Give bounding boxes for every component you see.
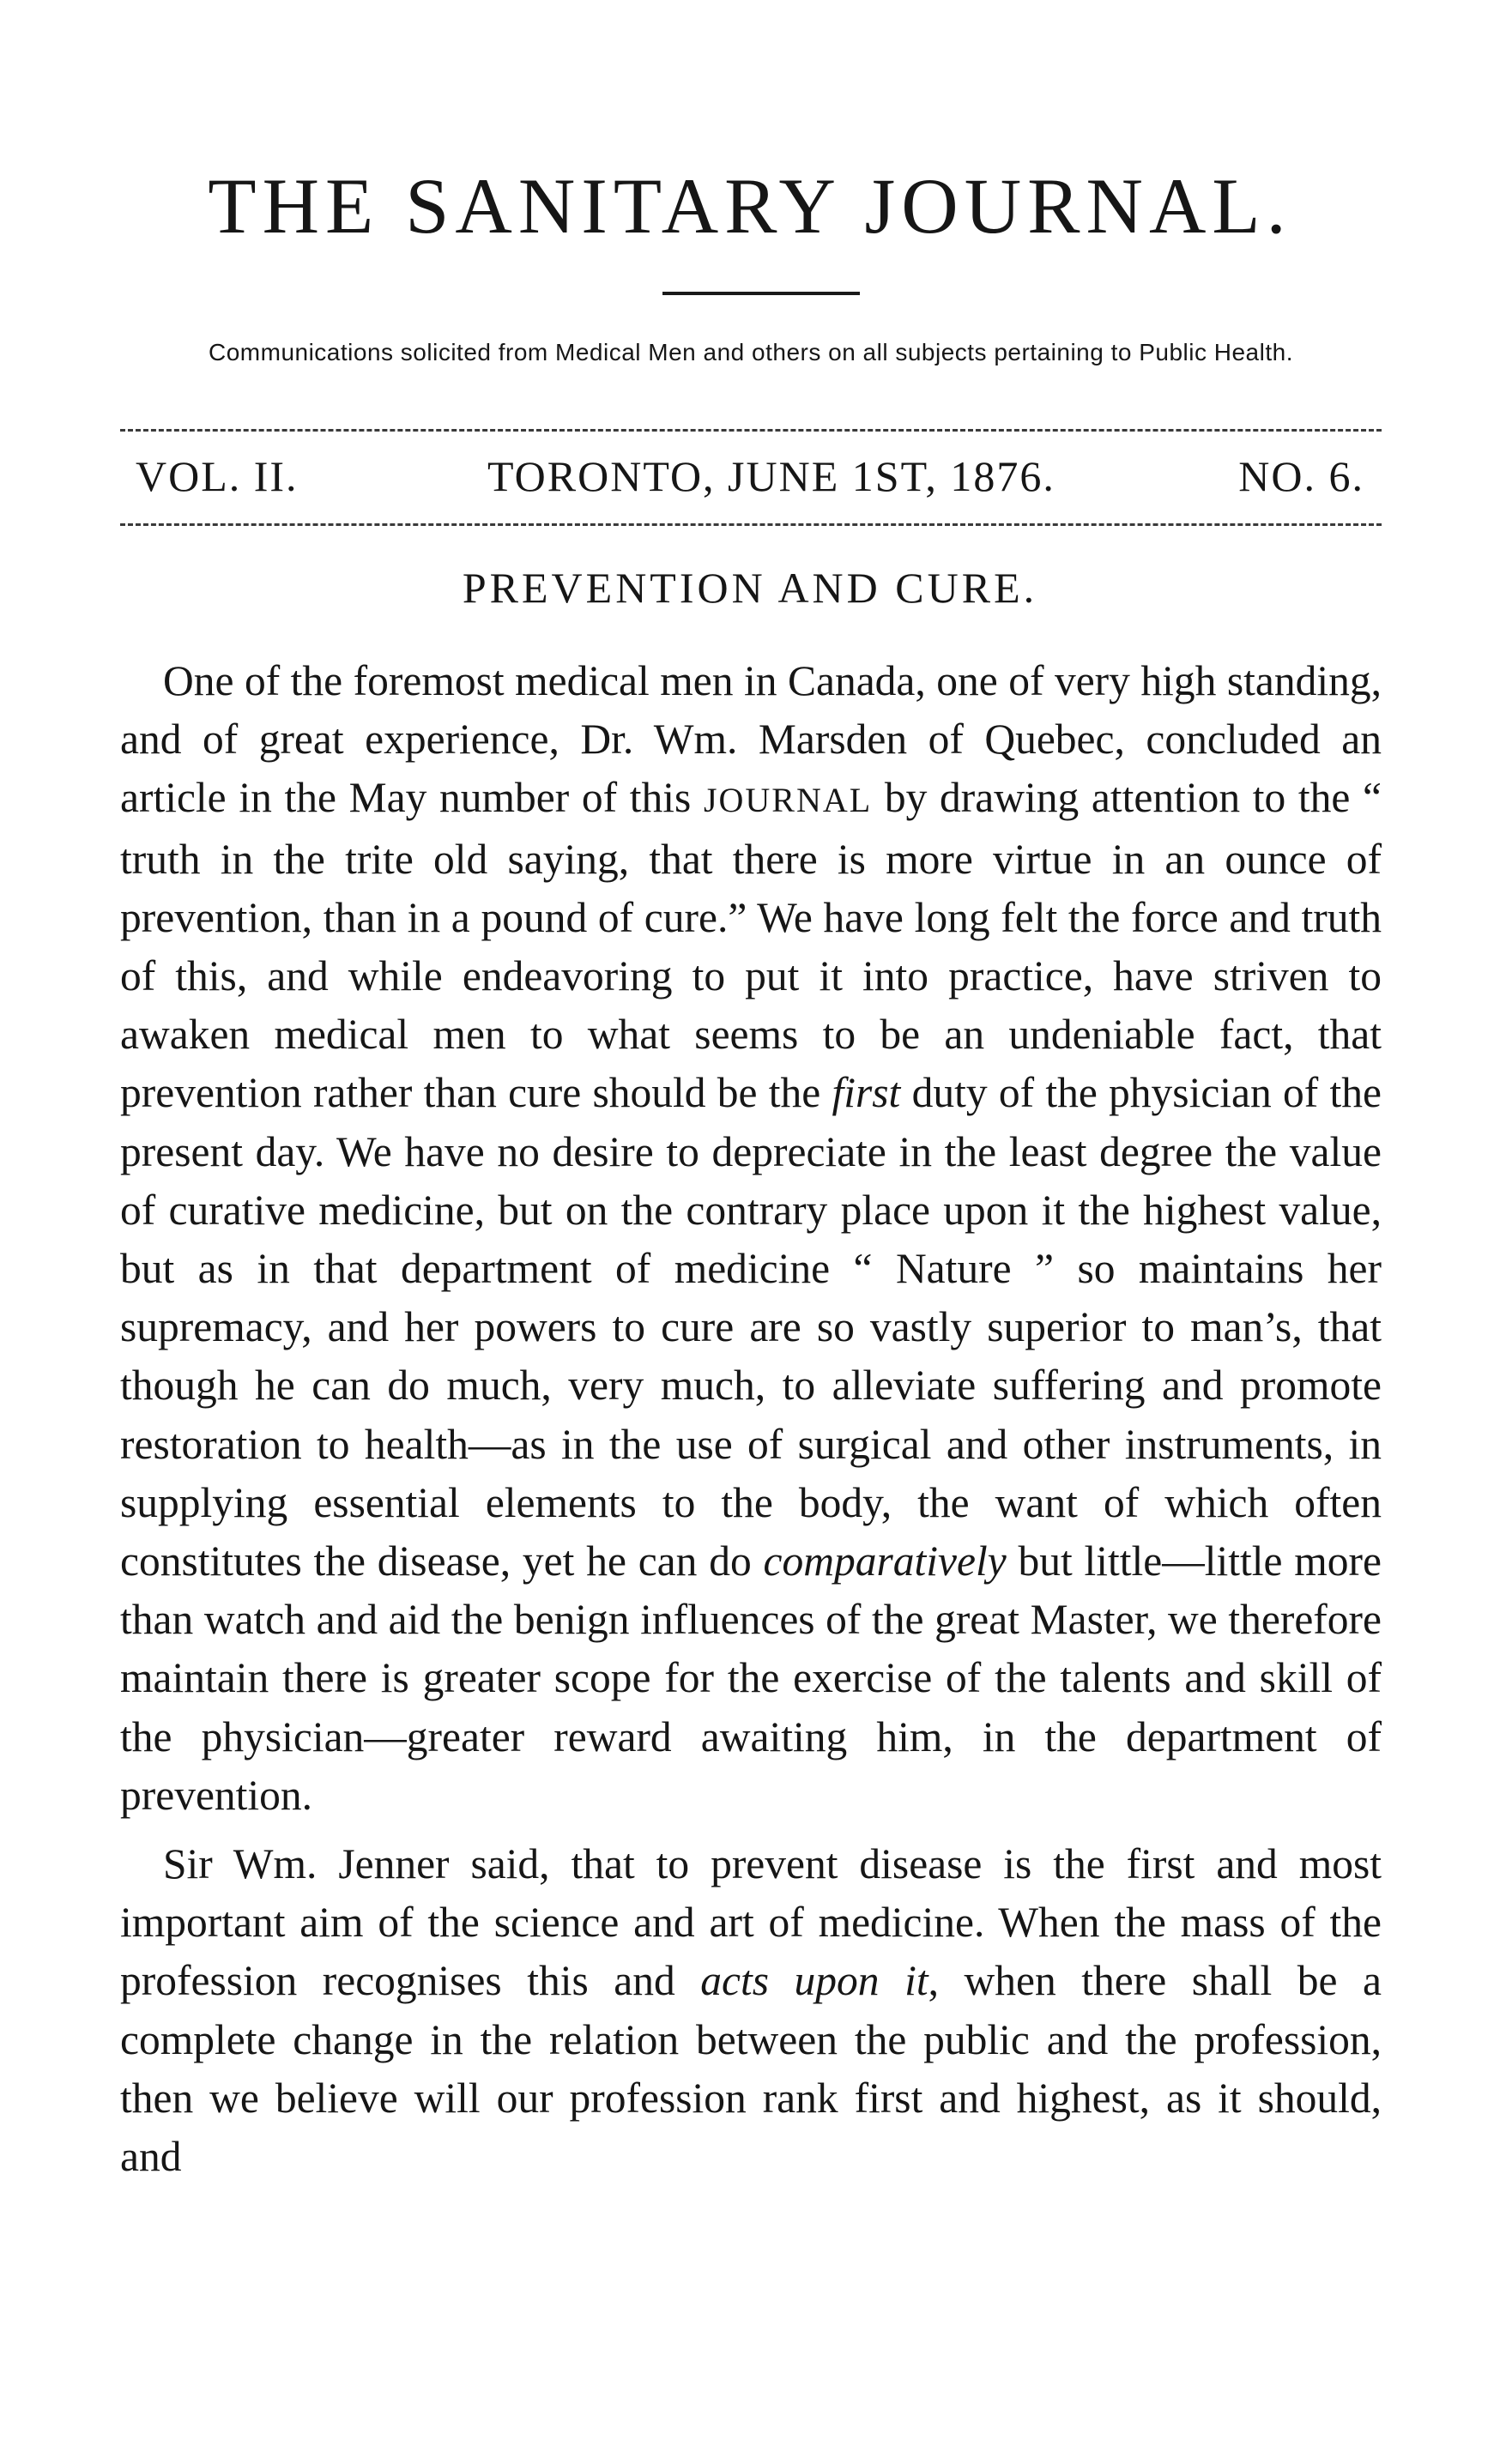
volume-label: VOL. II. <box>136 452 299 500</box>
paragraph-1-text-d: but little—little more than watch and aid the benign influences of the great Master, we therefore maintain there is greater scope for the exercise of the talents and skill of the physician—greater reward awaiting him, in the department of prevention. <box>120 1537 1382 1819</box>
emphasis-comparatively: comparatively <box>763 1537 1007 1585</box>
paragraph-2-text-a: Sir Wm. Jenner said, that to prevent disease is the first and most important aim of the science and art of medicine. When the mass of the profession recognises this and <box>120 1840 1382 2005</box>
issue-number: NO. 6. <box>1238 452 1364 500</box>
paragraph-1-text-c: duty of the physician of the present day. We have no desire to depreciate in the least degree the value of curative medicine, but on the contrary place upon it the highest value, but as in that department of medicine “ Nature ” so maintains her supremacy, and her powers to cure are so vastly superior to man’s, that though he can do much, very much, to alleviate suffering and promote restoration to health—as in the use of surgical and other instruments, in supplying essential elements to the body, the want of which often constitutes the disease, yet he can do <box>120 1069 1382 1585</box>
paragraph-2-text-b: , when there shall be a complete change in the relation between the public and the profession, then we believe will our profession rank first and highest, as it should, and <box>120 1957 1382 2181</box>
dateline: TORONTO, JUNE 1ST, 1876. <box>487 452 1055 500</box>
article-body <box>120 652 1382 2186</box>
masthead-rule <box>662 292 860 295</box>
paragraph-1 <box>120 652 1382 1825</box>
issue-line <box>120 446 1382 506</box>
issue-rule-top <box>120 429 1382 432</box>
masthead-title: THE SANITARY JOURNAL. <box>208 162 1292 250</box>
solicitation-notice: Communications solicited from Medical Men and others on all subjects pertaining to Public Health. <box>209 339 1293 365</box>
journal-word: JOURNAL <box>703 781 873 820</box>
paragraph-1-text-b: by drawing attention to the “ truth in the trite old saying, that there is more virtue in an ounce of prevention, than in a pound of cure.” We have long felt the force and truth of this, and while endeavoring to put it into practice, have striven to awaken medical men to what seems to be an undeniable fact, that prevention rather than cure should be the <box>120 774 1382 1117</box>
emphasis-first: first <box>832 1069 901 1117</box>
article-title: PREVENTION AND CURE. <box>462 564 1038 612</box>
issue-rule-bottom <box>120 523 1382 526</box>
emphasis-acts-upon-it: acts upon it <box>700 1957 928 2005</box>
paragraph-2 <box>120 1835 1382 2186</box>
paragraph-1-text-a: One of the foremost medical men in Canada, one of very high standing, and of great experience, Dr. Wm. Marsden of Quebec, concluded an article in the May number of this <box>120 657 1382 822</box>
